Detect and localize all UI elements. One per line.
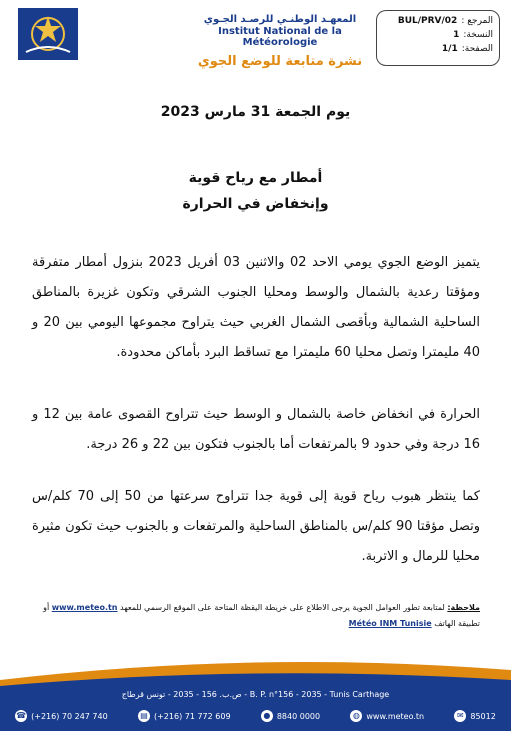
document-header <box>0 0 511 80</box>
phone-number: (+216) 70 247 740 <box>31 711 108 721</box>
paragraph-wind: كما ينتظر هبوب رياح قوية إلى قوية جدا تتراوح سرعتها من 50 إلى 70 كلم/س وتصل مؤقتا 90 كلم/س بالمناطق الساحلية والمرتفعات و بالجنوب حيث تكون مثيرة محليا للرمال و الاتربة. <box>32 489 481 564</box>
organization-block <box>190 14 370 69</box>
headline <box>0 165 511 217</box>
version-label: النسخة: <box>463 30 493 40</box>
contact-phone <box>15 710 108 722</box>
fax-number: (+216) 71 772 609 <box>153 711 231 721</box>
website-link[interactable]: www.meteo.tn <box>51 603 118 612</box>
bulletin-title: نشرة متابعة للوضع الجوي <box>197 54 363 69</box>
ref-label: المرجع : <box>461 16 493 26</box>
note-text: لمتابعة تطور العوامل الجوية يرجى الاطلاع على خريطة اليقظة المتاحة على الموقع الرسمي للمعهد <box>120 603 445 612</box>
green-number-icon: ● <box>261 710 273 722</box>
headline-line-2: وإنخفاض في الحرارة <box>182 196 329 212</box>
contact-sms <box>454 710 495 722</box>
note-block <box>32 600 480 632</box>
fax-icon: ▤ <box>138 710 150 722</box>
note-label: ملاحظة: <box>447 603 480 612</box>
org-name-arabic: المعهـد الوطنـي للرصـد الجـوي <box>203 14 357 25</box>
sms-number: 85012 <box>470 711 496 721</box>
contact-fax <box>138 710 231 722</box>
sms-icon: ✉ <box>454 710 466 722</box>
web-address[interactable]: www.meteo.tn <box>366 711 425 721</box>
app-link[interactable]: Météo INM Tunisie <box>348 619 432 628</box>
ref-value: BUL/PRV/02 <box>397 16 458 26</box>
contact-green <box>261 710 320 722</box>
phone-icon: ☎ <box>16 711 27 720</box>
headline-line-1: أمطار مع رياح قوية <box>188 170 323 186</box>
globe-icon: ◍ <box>350 710 362 722</box>
page-value: 1/1 <box>441 44 458 54</box>
logo-graphic-icon <box>18 8 78 60</box>
note-or: أو <box>43 603 50 612</box>
footer-contacts <box>0 710 511 722</box>
document-footer <box>0 650 511 731</box>
green-number: 8840 0000 <box>276 711 321 721</box>
reference-box <box>376 10 500 66</box>
footer-address: ص.ب. 156 - 2035 - تونس قرطاج - B. P. n°156 - 2035 - Tunis Carthage <box>121 690 390 699</box>
app-text: تطبيقة الهاتف <box>434 619 480 628</box>
page-label: الصفحة: <box>461 44 493 54</box>
bulletin-date: يوم الجمعة 31 مارس 2023 <box>160 104 351 120</box>
contact-web[interactable] <box>350 710 424 722</box>
inm-logo <box>18 8 78 60</box>
paragraph-temperature: الحرارة في انخفاض خاصة بالشمال و الوسط حيث تتراوح القصوى عامة بين 12 و 16 درجة وفي حدود 9 بالمرتفعات أما بالجنوب فتكون بين 22 و 26 درجة. <box>32 407 480 452</box>
paragraph-rain: يتميز الوضع الجوي يومي الاحد 02 والاثنين 03 أفريل 2023 بنزول أمطار متفرقة ومؤقتا رعدية بالشمال والوسط ومحليا الجنوب الشرقي وتكون غزيرة بالمناطق الساحلية الشمالية وبأقصى الشمال الغربي حيث يتراوح مجموعها اليومي بين 20 و 40 مليمترا وتصل محليا 60 مليمترا مع تساقط البرد بأماكن محدودة. <box>32 255 481 360</box>
org-name-french: Institut National de la Météorologie <box>218 26 342 48</box>
version-value: 1 <box>453 30 460 40</box>
